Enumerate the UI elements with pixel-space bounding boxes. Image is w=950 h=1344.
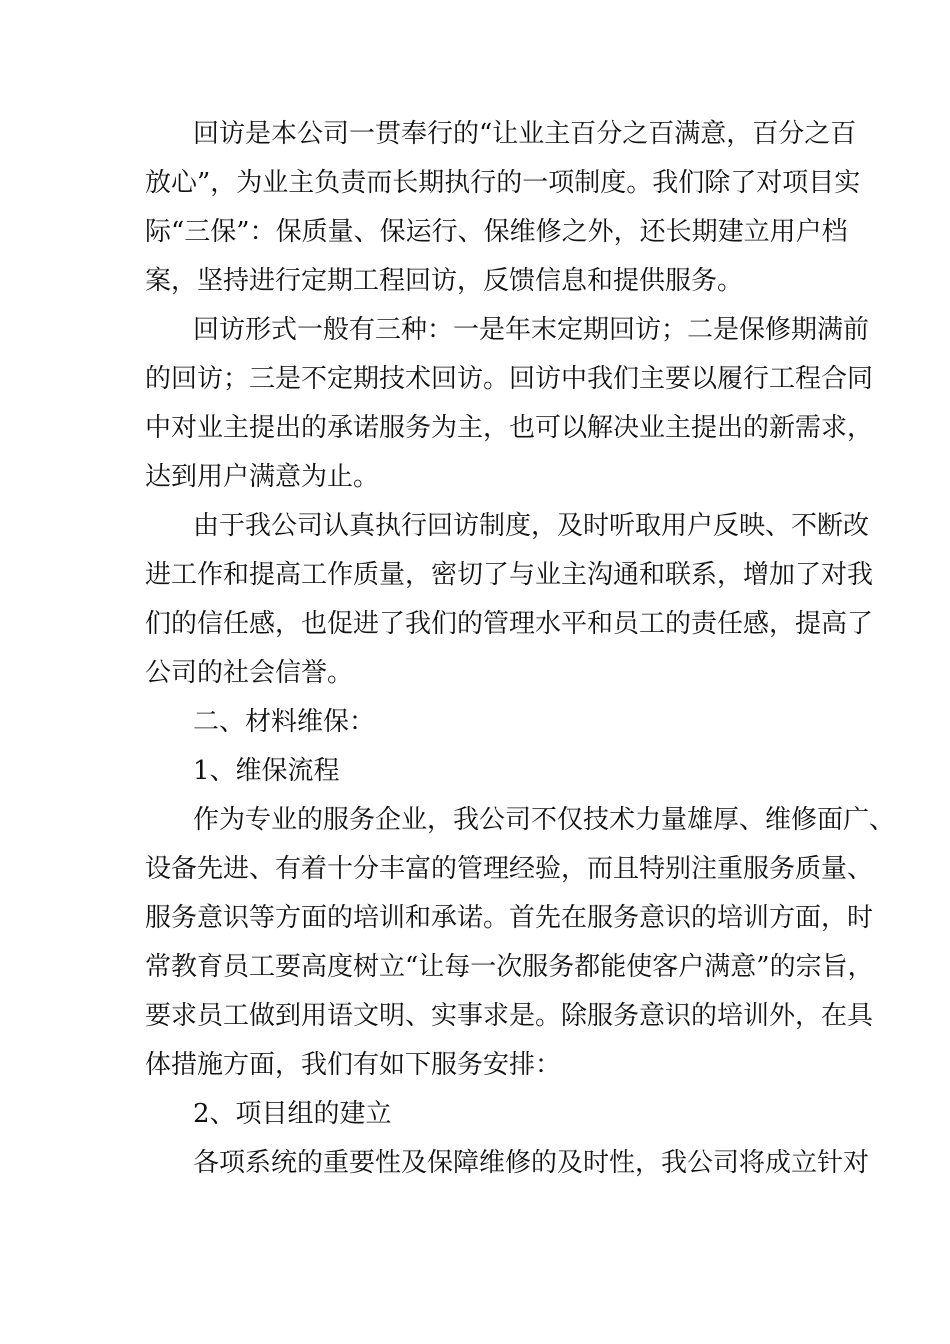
document-body (145, 110, 896, 1188)
paragraph-revisit-intro (145, 110, 861, 306)
paragraph-process (145, 796, 896, 1090)
text-line: 常教育员工要高度树立“让每一次服务都能使客户满意”的宗旨， (145, 952, 874, 982)
text-line: 各项系统的重要性及保障维修的及时性，我公司将成立针对 (193, 1148, 870, 1178)
section-heading-materials (145, 698, 810, 747)
text-line: 进工作和提高工作质量，密切了与业主沟通和联系，增加了对我 (145, 560, 874, 590)
text-line: 放心”，为业主负责而长期执行的一项制度。我们除了对项目实 (145, 168, 861, 198)
text-line: 作为专业的服务企业，我公司不仅技术力量雄厚、维修面广、 (193, 805, 896, 835)
subsection-heading-process (145, 747, 810, 796)
text-line: 回访是本公司一贯奉行的“让业主百分之百满意，百分之百 (193, 119, 857, 149)
text-line: 要求员工做到用语文明、实事求是。除服务意识的培训外，在具 (145, 1001, 874, 1031)
text-line: 案，坚持进行定期工程回访，反馈信息和提供服务。 (145, 266, 744, 296)
section-heading: 二、材料维保： (193, 707, 376, 737)
paragraph-team (145, 1139, 870, 1188)
text-line: 们的信任感，也促进了我们的管理水平和员工的责任感，提高了 (145, 609, 874, 639)
subsection-heading-team (145, 1090, 810, 1139)
text-line: 服务意识等方面的培训和承诺。首先在服务意识的培训方面，时 (145, 903, 874, 933)
text-line: 达到用户满意为止。 (145, 462, 380, 492)
text-line: 际“三保”：保质量、保运行、保维修之外，还长期建立用户档 (145, 217, 848, 247)
text-line: 体措施方面，我们有如下服务安排： (145, 1050, 562, 1080)
text-line: 的回访；三是不定期技术回访。回访中我们主要以履行工程合同 (145, 364, 874, 394)
text-line: 中对业主提出的承诺服务为主，也可以解决业主提出的新需求， (145, 413, 874, 443)
paragraph-revisit-benefits (145, 502, 874, 698)
subsection-heading: 2、项目组的建立 (193, 1099, 392, 1129)
text-line: 由于我公司认真执行回访制度，及时听取用户反映、不断改 (193, 511, 870, 541)
paragraph-revisit-forms (145, 306, 874, 502)
subsection-heading: 1、维保流程 (193, 756, 340, 786)
text-line: 公司的社会信誉。 (145, 658, 354, 688)
text-line: 设备先进、有着十分丰富的管理经验，而且特别注重服务质量、 (145, 854, 874, 884)
text-line: 回访形式一般有三种：一是年末定期回访；二是保修期满前 (193, 315, 870, 345)
